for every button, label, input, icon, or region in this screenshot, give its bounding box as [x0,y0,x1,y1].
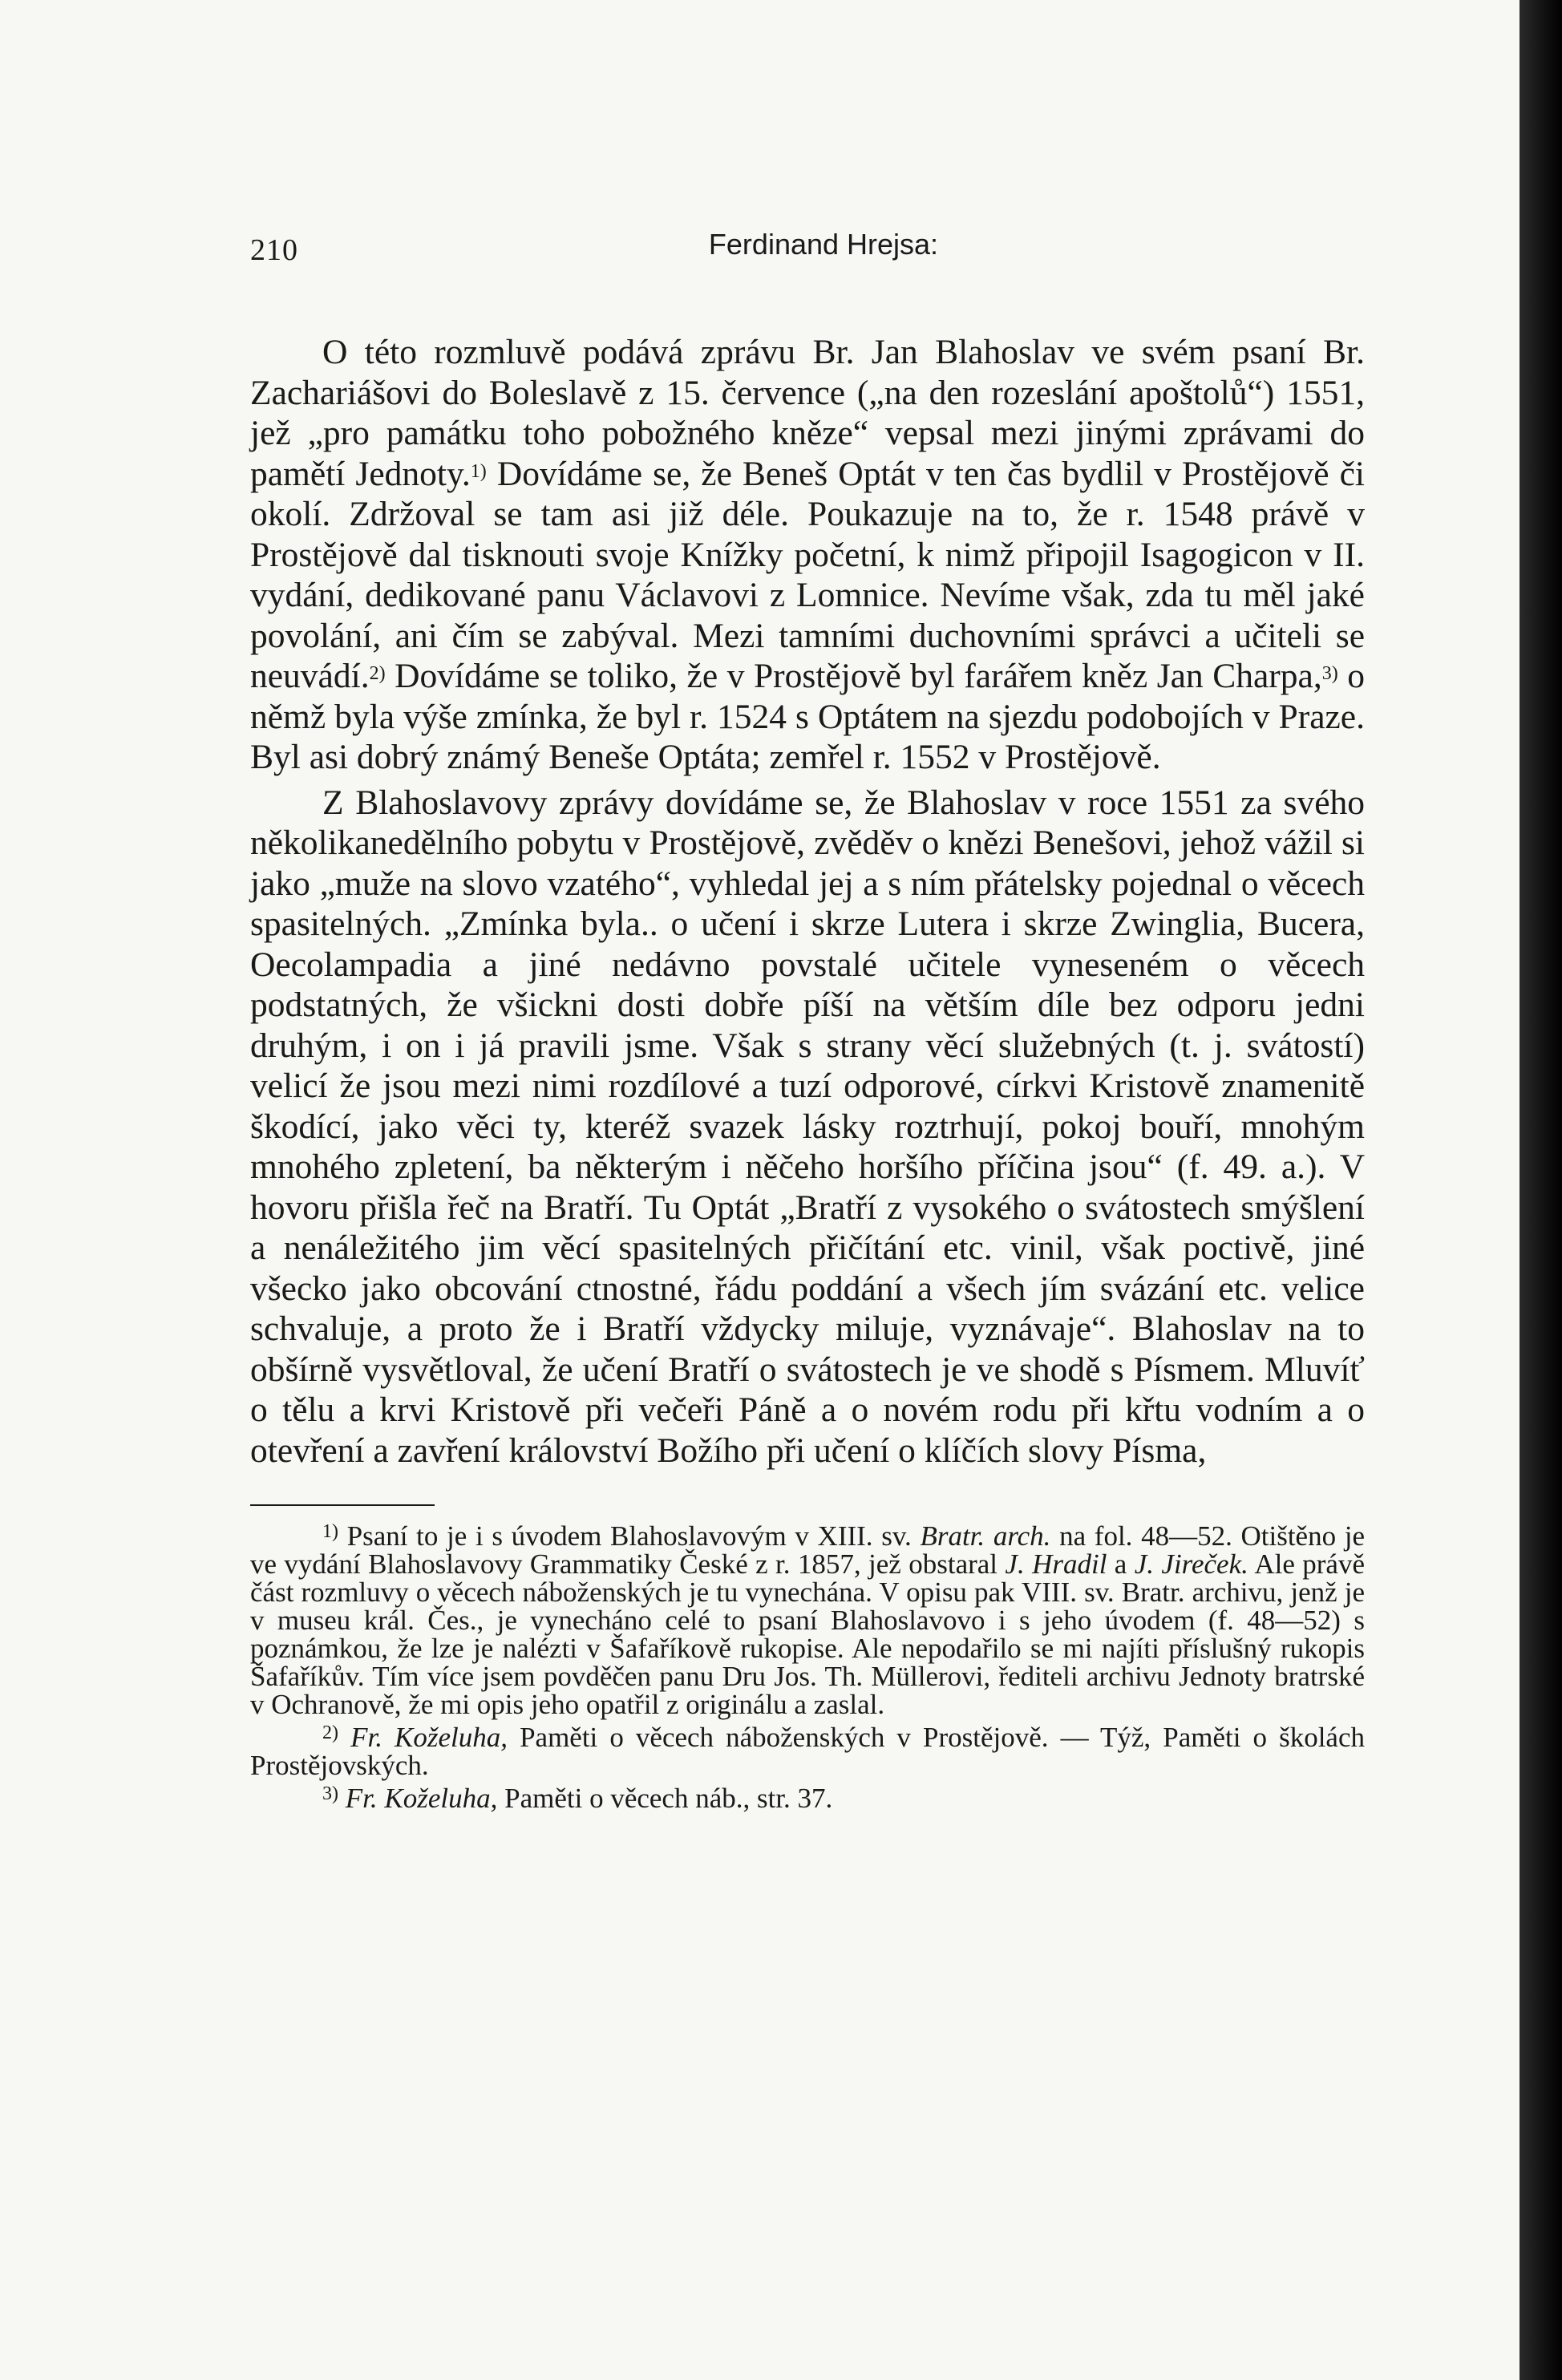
footnote-1-run-6: J. Jireček. [1134,1548,1248,1580]
footnote-2-run-1 [338,1722,350,1753]
footnote-1-mark: 1) [322,1521,338,1542]
footnote-3-run-2: Fr. Koželuha, [345,1783,498,1814]
paragraph-1-text-a: O této rozmluvě podává zprávu Br. Jan Blahoslav ve svém psaní Br. Zachariášovi do Boleslavě z 15. července („na den rozeslání apoštolů“) 1551, jež „pro památku toho pobožného kněze“ vepsal mezi jinými zprávami do pamětí Jednoty. [250,333,1365,493]
footnote-3-run-1 [338,1783,346,1814]
running-head [250,217,1365,273]
page-edge-shadow [1520,0,1562,2380]
body-text [250,332,1365,1471]
footnote-2 [250,1723,1365,1779]
footnote-ref-2: 2) [369,663,386,684]
page-number: 210 [250,233,298,267]
footnotes [250,1522,1365,1812]
footnote-1-run-5: a [1107,1548,1135,1580]
footnote-3-mark: 3) [322,1783,338,1804]
footnote-ref-1: 1) [470,460,487,482]
paragraph-1-text-c: Dovídáme se toliko, že v Prostějově byl farářem kněz Jan Charpa, [385,657,1322,695]
footnote-divider [250,1504,435,1506]
paragraph-2: Z Blahoslavovy zprávy dovídáme se, že Blahoslav v roce 1551 za svého několikanedělního pobytu v Prostějově, zvěděv o knězi Benešovi, jehož vážil si jako „muže na slovo vzatého“, vyhledal jej a s ním přátelsky pojednal o věcech spasitelných. „Zmínka byla.. o učení i skrze Lutera i skrze Zwinglia, Bucera, Oecolampadia a jiné nedávno povstalé učitele vyneseném o věcech podstatných, že všickni dosti dobře píší na větším díle bez odporu jedni druhým, i on i já pravili jsme. Však s strany věcí služebných (t. j. svátostí) velicí že jsou mezi nimi rozdílové a tuzí odporové, církvi Kristově znamenitě škodící, jako věci ty, kteréž svazek lásky roztrhují, pokoj bouří, mnohým mnohého zpletení, ba některým i něčeho horšího příčina jsou“ (f. 49. a.). V hovoru přišla řeč na Bratří. Tu Optát „Bratří z vysokého o svátostech smýšlení a nenáležitého jim věcí spasitelných přičítání etc. vinil, však poctivě, jiné všecko jako obcování ctnostné, řádu poddání a všech jím svázání etc. velice schvaluje, a proto že i Bratří vždycky miluje, vyznávaje“. Blahoslav na to obšírně vysvětloval, že učení Bratří o svátostech je ve shodě s Písmem. Mluvíť o tělu a krvi Kristově při večeři Páně a o novém rodu při křtu vodním a o otevření a zavření království Božího při učení o klíčích slovy Písma, [250,783,1365,1470]
footnote-1-run-2: Bratr. arch. [920,1520,1051,1552]
footnote-3-run-3: Paměti o věcech náb., str. 37. [497,1783,833,1814]
text-block [250,217,1365,1812]
footnote-1 [250,1522,1365,1718]
footnote-2-run-3: Paměti o věcech náboženských v Prostějově. — Týž, Paměti o školách Prostějovských. [250,1722,1365,1781]
running-title: Ferdinand Hrejsa: [708,228,939,261]
paragraph-1-text-b: Dovídáme se, že Beneš Optát v ten čas bydlil v Prostějově či okolí. Zdržoval se tam asi již déle. Poukazuje na to, že r. 1548 právě v Prostějově dal tisknouti svoje Knížky početní, k nimž připojil Isagogicon v II. vydání, dedikované panu Václavovi z Lomnice. Nevíme však, zda tu měl jaké povolání, ani čím se zabýval. Mezi tamními duchovními správci a učiteli se neuvádí. [250,454,1365,695]
paragraph-1-text-d: o němž byla výše zmínka, že byl r. 1524 s Optátem na sjezdu podobojích v Praze. Byl asi dobrý známý Beneše Optáta; zemřel r. 1552 v Prostějově. [250,657,1366,776]
footnote-1-run-3: na fol. 48—52. Otištěno je ve vydání Blahoslavovy Grammatiky České z r. 1857, jež obstaral [250,1520,1365,1580]
footnote-1-run-7: Ale právě část rozmluvy o věcech náboženských je tu vynechána. V opisu pak VIII. sv. Bratr. archivu, jenž je v museu král. Čes., je vynecháno celé to psaní Blahoslavovo i s jeho úvodem (f. 48—52) s poznámkou, že lze je nalézti v Šafaříkově rukopise. Ale nepodařilo se mi najíti příslušný rukopis Šafaříkův. Tím více jsem povděčen panu Dru Jos. Th. Müllerovi, řediteli archivu Jednoty bratrské v Ochranově, že mi opis jeho opatřil z originálu a zaslal. [250,1548,1365,1720]
footnote-3 [250,1784,1365,1812]
footnote-1-run-4: J. Hradil [1005,1548,1107,1580]
footnote-ref-3: 3) [1321,663,1338,684]
paragraph-1 [250,332,1365,778]
footnote-1-run-1: Psaní to je i s úvodem Blahoslavovým v XIII. sv. [338,1520,921,1552]
footnote-2-mark: 2) [322,1722,338,1743]
footnote-2-run-2: Fr. Koželuha, [350,1722,508,1753]
